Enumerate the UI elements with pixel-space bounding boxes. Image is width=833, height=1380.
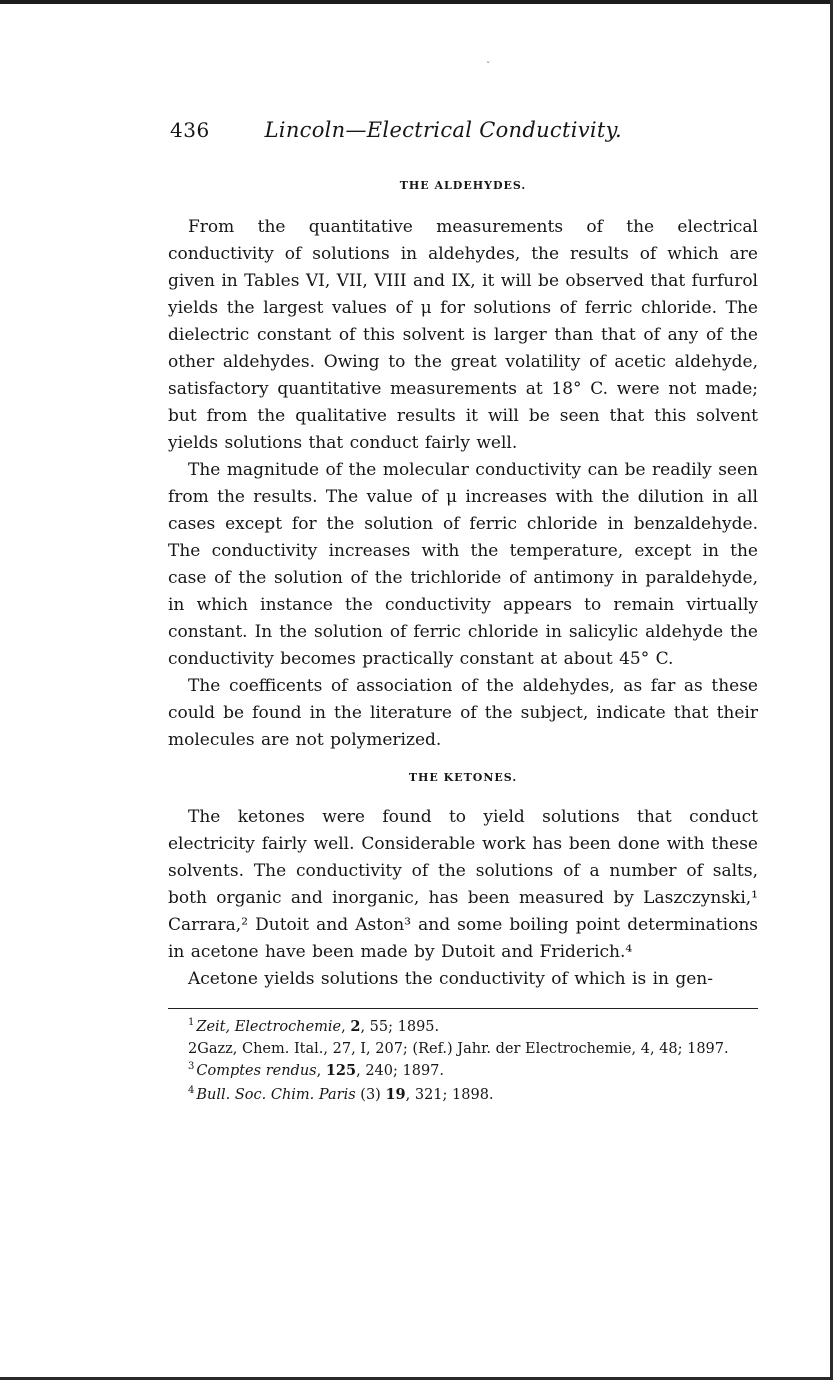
page-body <box>168 178 758 1107</box>
running-title: Lincoln—Electrical Conductivity. <box>264 118 622 142</box>
paragraph: From the quantitative measurements of the electrical conductivity of solutions in aldehydes, the results of which are given in Tables VI, VII, VIII and IX, it will be observed that furfurol yields the largest values of μ for solutions of ferric chloride. The dielectric constant of this solvent is larger than that of any of the other aldehydes. Owing to the great volatility of acetic aldehyde, satisfactory quantitative measurements at 18° C. were not made; but from the qualitative results it will be seen that this solvent yields solutions that conduct fairly well. <box>168 217 758 453</box>
footnote: 2Gazz, Chem. Ital., 27, I, 207; (Ref.) Jahr. der Electrochemie, 4, 48; 1897. <box>188 1041 729 1057</box>
paragraph: The magnitude of the molecular conductivity can be readily seen from the results. The value of μ increases with the dilution in all cases except for the solution of ferric chloride in benzaldehyde. The conductivity increases with the temperature, except in the case of the solution of the trichloride of antimony in paraldehyde, in which instance the conductivity appears to remain virtually constant. In the solution of ferric chloride in salicylic aldehyde the conductivity becomes practically constant at about 45° C. <box>168 460 758 669</box>
footnote: $^1$ Zeit, Electrochemie, 2, 55; 1895. <box>188 1017 440 1035</box>
footnote: $^3$ Comptes rendus, 125, 240; 1897. <box>188 1061 445 1079</box>
paragraph: Acetone yields solutions the conductivity of which is in gen- <box>188 969 713 989</box>
paragraph: The coefficents of association of the aldehydes, as far as these could be found in the literature of the subject, indicate that their molecules are not polymerized. <box>168 676 758 750</box>
running-head <box>170 118 762 148</box>
scan-edge-top <box>0 0 833 4</box>
footnote-rule <box>168 1008 758 1009</box>
page-number: 436 <box>170 118 210 142</box>
section-heading-aldehydes: THE ALDEHYDES. <box>399 179 527 192</box>
section-heading-ketones: THE KETONES. <box>408 771 518 784</box>
scan-speck: ˇ <box>486 62 491 72</box>
paragraph: The ketones were found to yield solutions that conduct electricity fairly well. Considerable work has been done with these solvents. The conductivity of the solutions of a number of salts, both organic and inorganic, has been measured by Laszczynski,¹ Carrara,² Dutoit and Aston³ and some boiling point determinations in acetone have been made by Dutoit and Friderich.⁴ <box>168 807 758 962</box>
footnote: $^4$ Bull. Soc. Chim. Paris (3) 19, 321; 1898. <box>188 1085 494 1103</box>
